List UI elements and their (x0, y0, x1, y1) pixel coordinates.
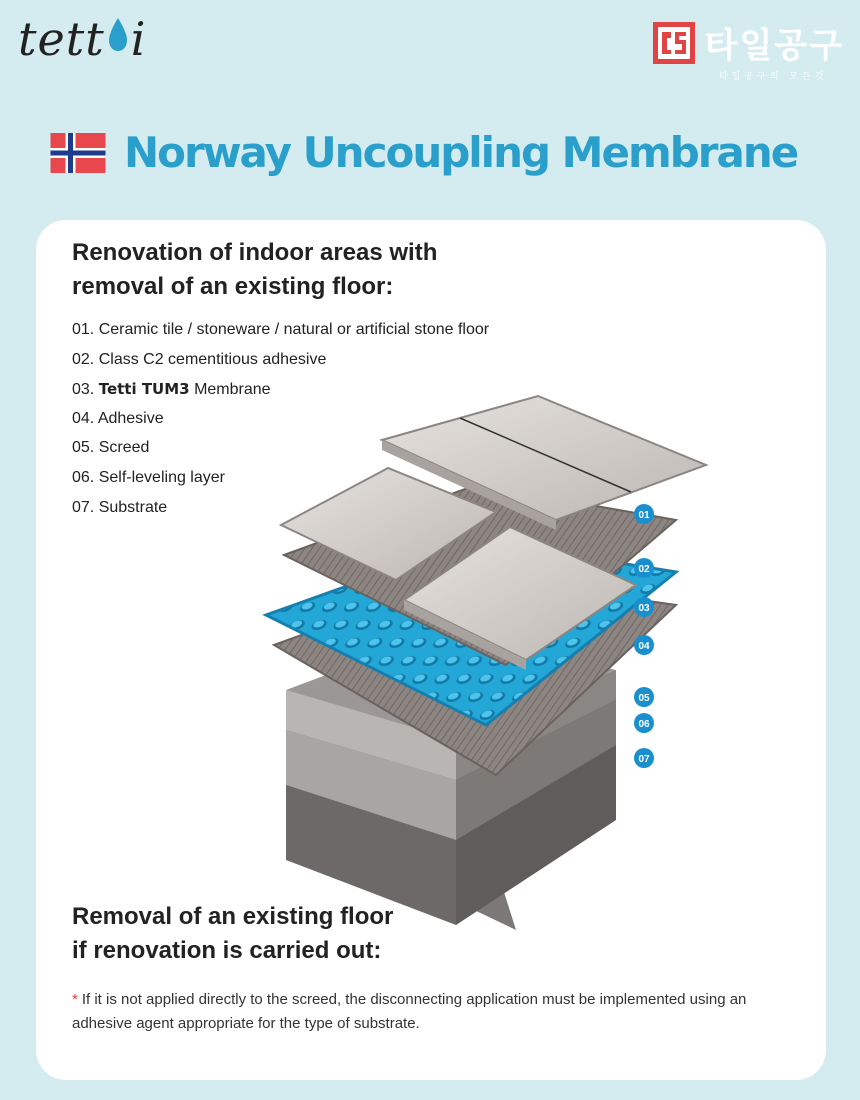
legend-text: Ceramic tile / stoneware / natural or artificial stone floor (98, 321, 490, 338)
title-row (50, 128, 797, 177)
svg-text:06: 06 (638, 719, 650, 730)
legend-text: Substrate (98, 498, 168, 516)
svg-text:01: 01 (638, 510, 650, 521)
svg-text:04: 04 (638, 641, 650, 652)
tile-tools-logo (653, 18, 844, 82)
legend-number: 02. (72, 350, 95, 368)
svg-text:02: 02 (638, 564, 650, 575)
legend-number: 07. (72, 498, 95, 516)
badge-05 (634, 687, 654, 707)
tile-tools-tagline: 타일공구의 모든것 (719, 72, 828, 82)
badge-03 (634, 597, 654, 617)
svg-text:05: 05 (638, 693, 650, 704)
tetti-logo (18, 12, 147, 66)
removal-heading-line-2: if renovation is carried out: (72, 937, 382, 964)
legend-number: 05. (72, 439, 95, 457)
svg-text:03: 03 (638, 603, 650, 614)
badge-02 (634, 558, 654, 578)
legend-text: Adhesive (97, 409, 164, 427)
badge-01 (634, 504, 654, 524)
info-card (36, 220, 826, 1080)
legend-text: Self-leveling layer (98, 468, 225, 486)
removal-heading (72, 900, 452, 968)
removal-heading-line-1: Removal of an existing floor (72, 903, 394, 930)
legend-brand: Tetti TUM3 (98, 380, 190, 399)
tetti-logo-suffix: i (130, 12, 147, 66)
legend-number: 03. (72, 381, 95, 399)
legend-number: 04. (72, 409, 95, 427)
footnote-star: * (72, 991, 78, 1008)
legend-text: Class C2 cementitious adhesive (98, 350, 327, 368)
legend-text: Screed (98, 439, 150, 457)
renovation-heading-line-2: removal of an existing floor: (72, 273, 394, 300)
footnote (72, 988, 792, 1036)
tile-tools-name: 타일공구 (704, 26, 844, 66)
svg-text:07: 07 (638, 754, 650, 765)
renovation-heading-line-1: Renovation of indoor areas with (72, 239, 438, 266)
tetti-logo-text: tett (18, 12, 105, 66)
legend-number: 06. (72, 468, 95, 486)
legend-text: Membrane (194, 381, 271, 399)
badge-04 (634, 635, 654, 655)
badge-07 (634, 748, 654, 768)
water-drop-icon (105, 16, 131, 56)
footnote-text: If it is not applied directly to the screed, the disconnecting application must be implemented using an adhesive agent appropriate for the type of substrate. (72, 991, 747, 1032)
norway-flag-icon (50, 133, 106, 173)
badge-06 (634, 713, 654, 733)
legend-number: 01. (72, 321, 95, 338)
page-title: Norway Uncoupling Membrane (124, 128, 798, 177)
tile-tools-mark-icon (653, 22, 695, 64)
